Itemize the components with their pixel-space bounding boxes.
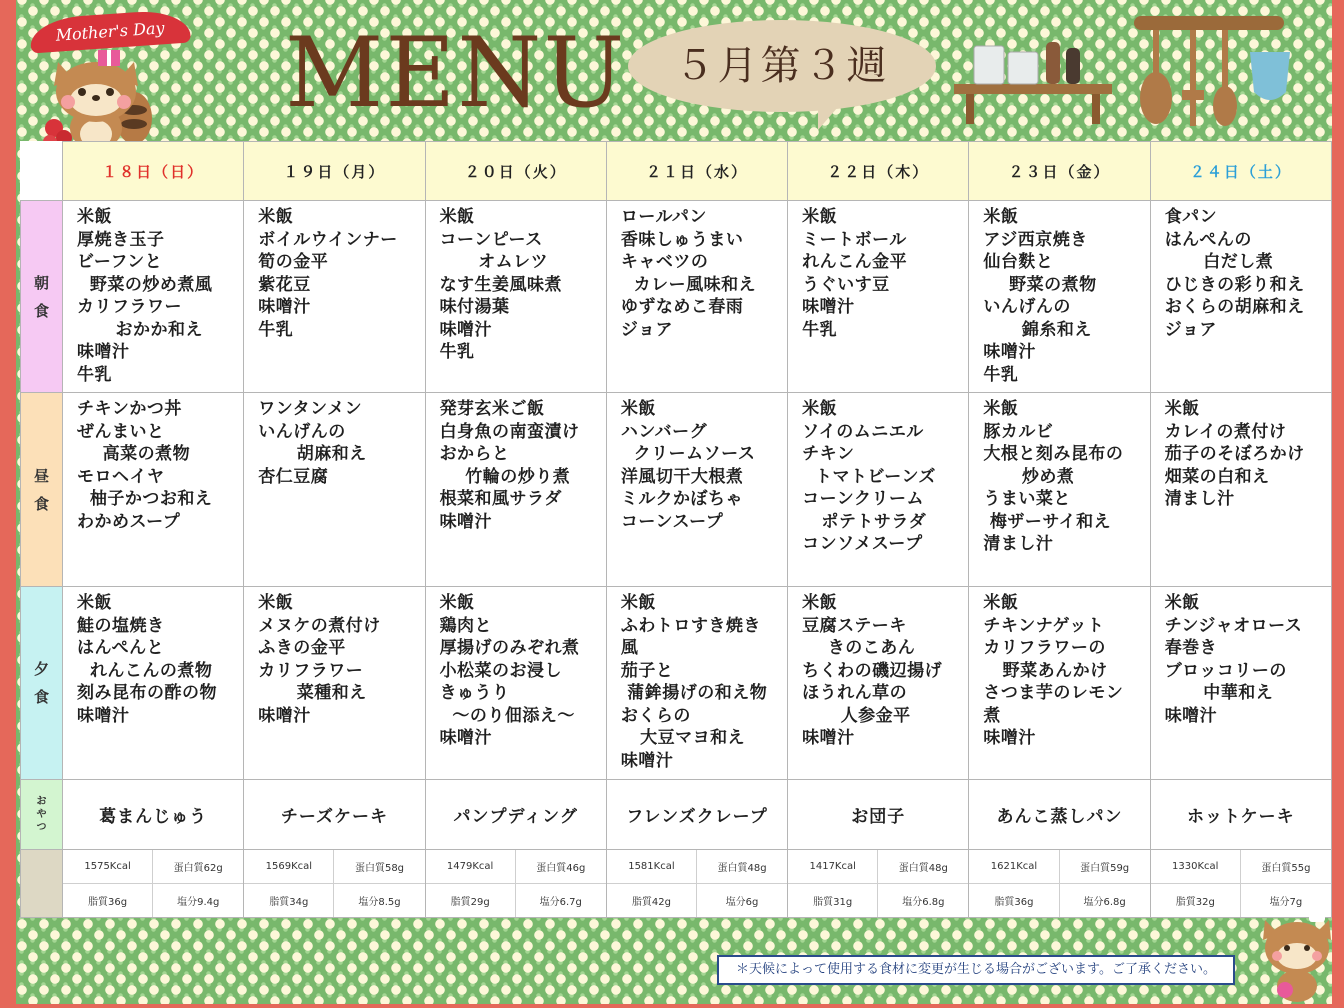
gift-icon xyxy=(98,50,120,66)
dish-item: 味噌汁 xyxy=(983,728,1036,748)
kcal-value: 1417Kcal xyxy=(788,850,878,884)
dish-item: ほうれん草の xyxy=(802,683,908,703)
dish-item: いんげんの xyxy=(983,297,1071,317)
dish-item: きゅうり xyxy=(439,683,510,703)
salt-value: 塩分6g xyxy=(725,896,759,908)
dish-item: 鮭の塩焼き xyxy=(77,615,165,636)
breakfast-cell xyxy=(788,201,969,393)
dish-item: ブロッコリーの xyxy=(1164,660,1287,681)
dish-item: 鶏肉と xyxy=(439,615,493,636)
lunch-cell xyxy=(63,393,244,587)
nutrition-cell xyxy=(425,850,606,918)
dish-item: コーンクリーム xyxy=(802,489,924,509)
dish-item: 米飯 xyxy=(802,593,838,613)
mothers-day-ribbon: Mother's Day xyxy=(29,8,191,53)
dish-item: 厚揚げのみぞれ煮 xyxy=(439,638,580,658)
dish-item: 野菜の炒め煮風 xyxy=(77,274,213,295)
dish-item: 味噌汁 xyxy=(1164,705,1218,726)
breakfast-cell xyxy=(1150,201,1331,393)
dish-item: ロールパン xyxy=(620,207,707,227)
kcal-value: 1621Kcal xyxy=(969,850,1059,884)
salt-value: 塩分6.7g xyxy=(539,896,582,908)
breakfast-cell xyxy=(969,201,1150,393)
dish-item: 刻み昆布の酢の物 xyxy=(77,683,217,703)
dish-item: きのこあん xyxy=(802,638,916,658)
dish-item: ワンタンメン xyxy=(258,399,363,419)
dish-item: 発芽玄米ご飯 xyxy=(439,399,545,419)
day-header: ２３日（金） xyxy=(969,142,1150,201)
dish-item: はんぺんと xyxy=(77,638,165,658)
dish-item: ゆずなめこ春雨 xyxy=(620,297,744,317)
dish-item: ボイルウインナー xyxy=(258,229,398,250)
dish-item: わかめスープ xyxy=(77,511,181,532)
fat-value: 脂質32g xyxy=(1151,884,1241,918)
nutrition-cell xyxy=(63,850,244,918)
dish-item: おくらの xyxy=(620,705,691,726)
dish-item: 牛乳 xyxy=(983,364,1019,385)
dish-item: うまい菜と xyxy=(983,489,1071,509)
dish-item: 大根と刻み昆布の xyxy=(983,444,1124,464)
protein-value: 蛋白質55g xyxy=(1241,850,1331,884)
dish-item: 梅ザーサイ和え xyxy=(983,511,1112,532)
dish-item: ジョア xyxy=(620,319,674,340)
dish-item: 白だし煮 xyxy=(1164,252,1274,272)
snack-cell: フレンズクレープ xyxy=(606,780,787,850)
dish-item: 清まし汁 xyxy=(983,534,1054,554)
breakfast-row xyxy=(21,201,1332,393)
breakfast-cell xyxy=(425,201,606,393)
lunch-cell xyxy=(1150,393,1331,587)
dish-item: 厚焼き玉子 xyxy=(77,229,165,250)
dish-item: 味噌汁 xyxy=(258,705,311,726)
dish-item: オムレツ xyxy=(439,252,549,272)
nutrition-cell xyxy=(606,850,787,918)
protein-value: 蛋白質62g xyxy=(153,850,243,884)
dish-item: ふきの金平 xyxy=(258,638,346,658)
dinner-row xyxy=(21,587,1332,780)
dish-item: 中華和え xyxy=(1164,683,1274,703)
dish-item: 高菜の煮物 xyxy=(77,444,191,464)
dish-item: 味噌汁 xyxy=(439,728,493,748)
dish-item: ミートボール xyxy=(802,229,907,250)
raccoon-mascot-small xyxy=(1255,912,1339,1004)
salt-value: 塩分8.5g xyxy=(358,896,401,908)
dish-item: チキンナゲット xyxy=(983,615,1105,636)
dish-item: 胡麻和え xyxy=(258,444,367,464)
dish-item: 煮 xyxy=(983,705,1001,726)
dish-item: 米飯 xyxy=(439,593,475,613)
snack-cell: あんこ蒸しパン xyxy=(969,780,1150,850)
kitchen-utensils-icon xyxy=(1130,12,1300,137)
dish-item: ぜんまいと xyxy=(77,421,165,442)
dish-item: 錦糸和え xyxy=(983,319,1092,340)
kcal-value: 1581Kcal xyxy=(607,850,697,884)
snack-row xyxy=(21,780,1332,850)
dish-item: ビーフンと xyxy=(77,252,163,272)
nutrition-cell xyxy=(788,850,969,918)
dish-item: メヌケの煮付け xyxy=(258,615,381,636)
dish-item: モロヘイヤ xyxy=(77,466,165,487)
dish-item: チキン xyxy=(802,444,855,464)
dish-item: 米飯 xyxy=(1164,399,1200,419)
salt-value: 塩分9.4g xyxy=(177,896,220,908)
dish-item: 米飯 xyxy=(258,593,294,613)
nutrition-row xyxy=(21,850,1332,918)
dish-item: 香味しゅうまい xyxy=(620,229,744,250)
menu-title: MENU xyxy=(285,17,627,129)
dish-item: 米飯 xyxy=(439,207,475,227)
dish-item: 野菜の煮物 xyxy=(983,274,1097,295)
day-header: ２１日（水） xyxy=(606,142,787,201)
dish-item: 味噌汁 xyxy=(983,342,1036,362)
nutrition-cell xyxy=(244,850,425,918)
lunch-cell xyxy=(244,393,425,587)
lunch-cell xyxy=(788,393,969,587)
snack-label: お や つ xyxy=(21,780,63,850)
dish-item: れんこん金平 xyxy=(802,252,908,272)
dish-item: トマトビーンズ xyxy=(802,466,936,487)
dish-item: コンソメスープ xyxy=(802,534,923,554)
dish-item: チンジャオロース xyxy=(1164,615,1303,636)
dish-item: 米飯 xyxy=(983,207,1019,227)
dish-item: おからと xyxy=(439,444,510,464)
left-border xyxy=(0,0,16,1008)
dish-item: カレイの煮付け xyxy=(1164,421,1287,442)
dish-item: 風 xyxy=(620,638,639,658)
day-header: ２０日（火） xyxy=(425,142,606,201)
dish-item: 米飯 xyxy=(983,399,1019,419)
dish-item: コーンスープ xyxy=(620,511,724,532)
salt-value: 塩分7g xyxy=(1269,896,1303,908)
dish-item: アジ西京焼き xyxy=(983,229,1088,250)
nutrition-cell xyxy=(969,850,1150,918)
speech-bubble-tail xyxy=(818,100,844,130)
dish-item: カリフラワー xyxy=(258,660,364,681)
dish-item: 蒲鉾揚げの和え物 xyxy=(620,683,768,703)
snack-cell: パンプディング xyxy=(425,780,606,850)
day-header: ２４日（土） xyxy=(1150,142,1331,201)
fat-value: 脂質36g xyxy=(969,884,1059,918)
kcal-value: 1330Kcal xyxy=(1151,850,1241,884)
breakfast-cell xyxy=(244,201,425,393)
kcal-value: 1575Kcal xyxy=(63,850,153,884)
dish-item: ソイのムニエル xyxy=(802,421,924,442)
dish-item: ポテトサラダ xyxy=(802,511,927,532)
dish-item: れんこんの煮物 xyxy=(77,660,213,681)
dish-item: ハンバーグ xyxy=(620,421,708,442)
dish-item: 米飯 xyxy=(258,207,294,227)
protein-value: 蛋白質59g xyxy=(1060,850,1150,884)
dish-item: 味付湯葉 xyxy=(439,297,510,317)
dish-item: おかか和え xyxy=(77,319,204,340)
dish-item: 茄子のそぼろかけ xyxy=(1164,444,1305,464)
dish-item: 米飯 xyxy=(802,207,838,227)
dish-item: 米飯 xyxy=(77,593,112,613)
kitchen-shelf-icon xyxy=(950,28,1120,138)
dish-item: 米飯 xyxy=(983,593,1019,613)
dish-item: 茄子と xyxy=(620,660,674,681)
menu-table xyxy=(20,141,1332,918)
dish-item: 味噌汁 xyxy=(77,705,130,726)
salt-value: 塩分6.8g xyxy=(1083,896,1126,908)
dinner-cell xyxy=(969,587,1150,780)
lunch-cell xyxy=(606,393,787,587)
dish-item: 白身魚の南蛮漬け xyxy=(439,421,580,442)
protein-value: 蛋白質58g xyxy=(334,850,424,884)
dish-item: 春巻き xyxy=(1164,638,1218,658)
fat-value: 脂質31g xyxy=(788,884,878,918)
dish-item: 米飯 xyxy=(802,399,838,419)
dinner-cell xyxy=(244,587,425,780)
dinner-cell xyxy=(425,587,606,780)
dish-item: ふわトロすき焼き xyxy=(620,615,761,636)
dinner-cell xyxy=(63,587,244,780)
dish-item: 紫花豆 xyxy=(258,274,311,295)
dish-item: 豆腐ステーキ xyxy=(802,615,907,636)
dish-item: 畑菜の白和え xyxy=(1164,466,1270,487)
lunch-cell xyxy=(969,393,1150,587)
dish-item: 洋風切干大根煮 xyxy=(620,466,744,487)
fat-value: 脂質42g xyxy=(607,884,697,918)
dish-item: 仙台麩と xyxy=(983,252,1054,272)
dinner-label: 夕 食 xyxy=(21,587,63,780)
dish-item: 牛乳 xyxy=(258,319,294,340)
right-border xyxy=(1332,0,1344,1008)
dish-item: クリームソース xyxy=(620,444,756,464)
dish-item: 味噌汁 xyxy=(439,511,493,532)
snack-cell: お団子 xyxy=(788,780,969,850)
corner-cell xyxy=(21,142,63,201)
dish-item: 竹輪の炒り煮 xyxy=(439,466,571,487)
dish-item: 味噌汁 xyxy=(258,297,311,317)
dish-item: 大豆マヨ和え xyxy=(620,728,746,748)
dish-item: 牛乳 xyxy=(802,319,838,340)
salt-value: 塩分6.8g xyxy=(902,896,945,908)
protein-value: 蛋白質48g xyxy=(878,850,968,884)
dish-item: 味噌汁 xyxy=(77,342,130,362)
dish-item: 野菜あんかけ xyxy=(983,660,1108,681)
dish-item: ひじきの彩り和え xyxy=(1164,274,1305,295)
lunch-label: 昼 食 xyxy=(21,393,63,587)
dish-item: 味噌汁 xyxy=(802,297,855,317)
dish-item: 柚子かつお和え xyxy=(77,489,213,509)
kcal-value: 1479Kcal xyxy=(426,850,516,884)
day-header: １９日（月） xyxy=(244,142,425,201)
dish-item: カレー風味和え xyxy=(620,274,757,295)
snack-cell: 葛まんじゅう xyxy=(63,780,244,850)
dish-item: 米飯 xyxy=(620,399,656,419)
dish-item: さつま芋のレモン xyxy=(983,683,1124,703)
dish-item: キャベツの xyxy=(620,252,709,272)
dish-item: カリフラワー xyxy=(77,297,182,317)
dish-item: チキンかつ丼 xyxy=(77,399,182,419)
day-header-row xyxy=(21,142,1332,201)
dish-item: 米飯 xyxy=(77,207,112,227)
dish-item: ジョア xyxy=(1164,319,1217,340)
breakfast-cell xyxy=(63,201,244,393)
lunch-cell xyxy=(425,393,606,587)
dish-item: 豚カルビ xyxy=(983,421,1054,442)
week-label: ５月第３週 xyxy=(628,20,936,112)
protein-value: 蛋白質46g xyxy=(516,850,606,884)
dish-item: いんげんの xyxy=(258,421,346,442)
dish-item: ちくわの磯辺揚げ xyxy=(802,660,943,681)
day-header: ２２日（木） xyxy=(788,142,969,201)
raccoon-mascot xyxy=(38,50,158,150)
dish-item: 味噌汁 xyxy=(439,319,493,340)
dish-item: 杏仁豆腐 xyxy=(258,466,329,487)
nutrition-cell xyxy=(1150,850,1331,918)
dish-item: 味噌汁 xyxy=(802,728,855,748)
nutrition-label xyxy=(21,850,63,918)
fat-value: 脂質34g xyxy=(244,884,334,918)
notice-box: ＊天候によって使用する食材に変更が生じる場合がございます。ご了承ください。 xyxy=(717,955,1235,985)
dish-item: 菜種和え xyxy=(258,683,367,703)
dinner-cell xyxy=(788,587,969,780)
dish-item: うぐいす豆 xyxy=(802,274,890,295)
day-header: １８日（日） xyxy=(63,142,244,201)
snack-cell: ホットケーキ xyxy=(1150,780,1331,850)
dish-item: 食パン xyxy=(1164,207,1218,227)
dish-item: 炒め煮 xyxy=(983,466,1075,487)
dish-item: 小松菜のお浸し xyxy=(439,660,563,681)
dish-item: 筍の金平 xyxy=(258,252,329,272)
dish-item: おくらの胡麻和え xyxy=(1164,297,1305,317)
dish-item: カリフラワーの xyxy=(983,638,1106,658)
dish-item: コーンピース xyxy=(439,229,543,250)
dish-item: はんぺんの xyxy=(1164,229,1252,250)
snack-cell: チーズケーキ xyxy=(244,780,425,850)
dinner-cell xyxy=(1150,587,1331,780)
fat-value: 脂質36g xyxy=(63,884,153,918)
dish-item: 米飯 xyxy=(620,593,656,613)
dish-item: 清まし汁 xyxy=(1164,489,1235,509)
dish-item: 米飯 xyxy=(1164,593,1200,613)
kcal-value: 1569Kcal xyxy=(244,850,334,884)
dish-item: 牛乳 xyxy=(439,342,475,362)
dish-item: 牛乳 xyxy=(77,364,112,385)
dish-item: 人参金平 xyxy=(802,705,911,726)
dish-item: ミルクかぼちゃ xyxy=(620,489,744,509)
dish-item: ～のり佃添え～ xyxy=(439,705,575,726)
dish-item: なす生姜風味煮 xyxy=(439,274,563,295)
breakfast-cell xyxy=(606,201,787,393)
bottom-border xyxy=(0,1004,1344,1008)
dinner-cell xyxy=(606,587,787,780)
dish-item: 根菜和風サラダ xyxy=(439,489,562,509)
breakfast-label: 朝 食 xyxy=(21,201,63,393)
protein-value: 蛋白質48g xyxy=(697,850,787,884)
fat-value: 脂質29g xyxy=(426,884,516,918)
dish-item: 味噌汁 xyxy=(620,750,674,771)
lunch-row xyxy=(21,393,1332,587)
